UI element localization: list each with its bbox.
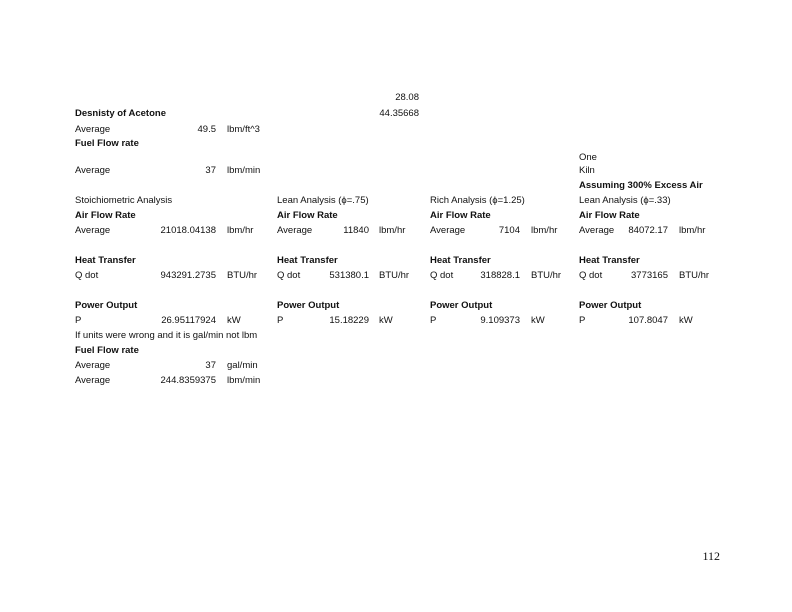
stoich-air-heading: Air Flow Rate — [75, 210, 136, 221]
lean33-heat-unit: BTU/hr — [679, 270, 710, 281]
alt-row2-unit: lbm/min — [227, 375, 261, 386]
kiln-one-text: One — [579, 152, 597, 163]
fuel-flow-unit: lbm/min — [227, 165, 261, 176]
stoich-power-label: P — [75, 315, 82, 326]
stoich-heat-value: 943291.2735 — [160, 270, 216, 281]
lean33-power-unit: kW — [679, 315, 693, 326]
rich-power-label: P — [430, 315, 437, 326]
stoich-power-unit: kW — [227, 315, 241, 326]
lean33-heat-heading: Heat Transfer — [579, 255, 640, 266]
lean75-power-value: 15.18229 — [329, 315, 369, 326]
alt-row1-unit: gal/min — [227, 360, 258, 371]
stoich-air-label: Average — [75, 225, 111, 236]
rich-heat-unit: BTU/hr — [531, 270, 562, 281]
lean75-air-unit: lbm/hr — [379, 225, 406, 236]
fuel-flow-label: Average — [75, 165, 111, 176]
lean75-title: Lean Analysis (ϕ=.75) — [277, 195, 369, 206]
lean75-power-label: P — [277, 315, 284, 326]
fuel-flow-value: 37 — [205, 165, 216, 176]
rich-air-value: 7104 — [498, 225, 520, 236]
alt-row1-value: 37 — [205, 360, 216, 371]
lean75-air-label: Average — [277, 225, 313, 236]
lean75-power-unit: kW — [379, 315, 393, 326]
alt-row2-label: Average — [75, 375, 111, 386]
fuel-flow-heading: Fuel Flow rate — [75, 138, 139, 149]
lean33-air-label: Average — [579, 225, 615, 236]
lean75-heat-unit: BTU/hr — [379, 270, 410, 281]
rich-power-value: 9.109373 — [480, 315, 520, 326]
alt-row2-value: 244.8359375 — [160, 375, 216, 386]
rich-air-unit: lbm/hr — [531, 225, 558, 236]
alt-row1-label: Average — [75, 360, 111, 371]
rich-heat-heading: Heat Transfer — [430, 255, 491, 266]
acetone-label: Average — [75, 124, 111, 135]
stoich-heat-unit: BTU/hr — [227, 270, 258, 281]
lean33-heat-label: Q dot — [579, 270, 603, 281]
lean75-heat-label: Q dot — [277, 270, 301, 281]
rich-air-heading: Air Flow Rate — [430, 210, 491, 221]
stoich-air-value: 21018.04138 — [160, 225, 216, 236]
alt-units-note: If units were wrong and it is gal/min not lbm — [75, 330, 258, 341]
top-value-1: 28.08 — [395, 92, 419, 103]
lean75-power-heading: Power Output — [277, 300, 340, 311]
page-number: 112 — [702, 549, 720, 563]
lean33-power-label: P — [579, 315, 586, 326]
rich-heat-label: Q dot — [430, 270, 454, 281]
acetone-value: 49.5 — [197, 124, 216, 135]
lean33-title: Lean Analysis (ϕ=.33) — [579, 195, 671, 206]
rich-air-label: Average — [430, 225, 466, 236]
stoich-air-unit: lbm/hr — [227, 225, 254, 236]
rich-power-unit: kW — [531, 315, 545, 326]
lean75-heat-value: 531380.1 — [329, 270, 369, 281]
lean33-power-value: 107.8047 — [628, 315, 668, 326]
lean33-air-unit: lbm/hr — [679, 225, 706, 236]
stoich-power-heading: Power Output — [75, 300, 138, 311]
acetone-heading: Desnisty of Acetone — [75, 108, 166, 119]
lean75-air-heading: Air Flow Rate — [277, 210, 338, 221]
excess-air-heading: Assuming 300% Excess Air — [579, 180, 703, 191]
stoich-heat-heading: Heat Transfer — [75, 255, 136, 266]
rich-power-heading: Power Output — [430, 300, 493, 311]
acetone-unit: lbm/ft^3 — [227, 124, 260, 135]
stoich-title: Stoichiometric Analysis — [75, 195, 173, 206]
lean33-air-heading: Air Flow Rate — [579, 210, 640, 221]
alt-fuel-flow-heading: Fuel Flow rate — [75, 345, 139, 356]
lean33-heat-value: 3773165 — [631, 270, 668, 281]
stoich-power-value: 26.95117924 — [161, 315, 216, 326]
rich-title: Rich Analysis (ϕ=1.25) — [430, 195, 525, 206]
lean33-air-value: 84072.17 — [628, 225, 668, 236]
kiln-text: Kiln — [579, 165, 595, 176]
lean75-heat-heading: Heat Transfer — [277, 255, 338, 266]
rich-heat-value: 318828.1 — [480, 270, 520, 281]
top-value-2: 44.35668 — [379, 108, 419, 119]
lean33-power-heading: Power Output — [579, 300, 642, 311]
stoich-heat-label: Q dot — [75, 270, 99, 281]
lean75-air-value: 11840 — [343, 225, 369, 236]
